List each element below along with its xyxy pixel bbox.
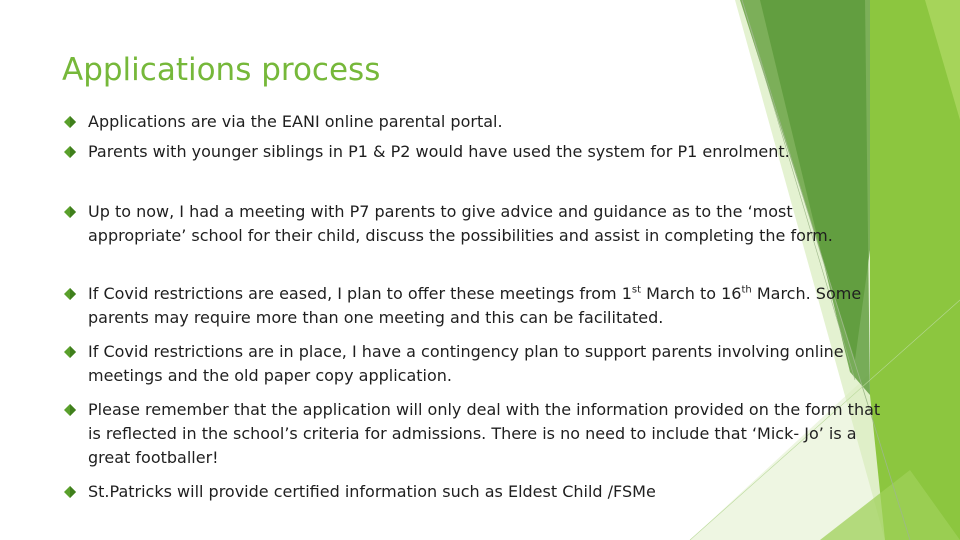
diamond-arrow-bullet-icon xyxy=(64,288,76,300)
bullet-text: Parents with younger siblings in P1 & P2 would have used the system for P1 enrolment. xyxy=(88,142,790,161)
bullet-item xyxy=(62,480,902,504)
bullet-item xyxy=(62,200,902,248)
bullet-item xyxy=(62,398,902,470)
superscript-st: st xyxy=(631,284,642,296)
bullet-text-part: March. Some parents may require more than one meeting and this can be facilitated. xyxy=(88,284,862,327)
diamond-arrow-bullet-icon xyxy=(64,404,76,416)
diamond-arrow-bullet-icon xyxy=(64,346,76,358)
bullet-item xyxy=(62,340,902,388)
bullet-text-part: If Covid restrictions are eased, I plan to offer these meetings from 1 xyxy=(88,284,632,303)
bullet-text: Please remember that the application will only deal with the information provided on the form that is reflected in the school’s criteria for admissions. There is no need to include that ‘Mick- Jo’ is a great footballer! xyxy=(88,400,881,467)
bullet-text: Up to now, I had a meeting with P7 parents to give advice and guidance as to the ‘most appropriate’ school for their child, discuss the possibilities and assist in completing the form. xyxy=(88,202,833,245)
superscript-th: th xyxy=(741,284,752,296)
bullet-text: Applications are via the EANI online parental portal. xyxy=(88,112,503,131)
diamond-arrow-bullet-icon xyxy=(64,146,76,158)
bullet-text: St.Patricks will provide certified information such as Eldest Child /FSMe xyxy=(88,482,656,501)
bullet-item xyxy=(62,282,902,330)
bullet-text xyxy=(88,282,888,330)
facet-dark xyxy=(760,0,870,395)
bullet-item xyxy=(62,110,902,134)
diamond-arrow-bullet-icon xyxy=(64,206,76,218)
diamond-arrow-bullet-icon xyxy=(64,116,76,128)
slide-title: Applications process xyxy=(62,52,381,88)
bullet-text: If Covid restrictions are in place, I have a contingency plan to support parents involving online meetings and the old paper copy application. xyxy=(88,342,844,385)
bullet-item xyxy=(62,140,902,164)
bullet-text-part: March to 16 xyxy=(641,284,742,303)
diamond-arrow-bullet-icon xyxy=(64,486,76,498)
